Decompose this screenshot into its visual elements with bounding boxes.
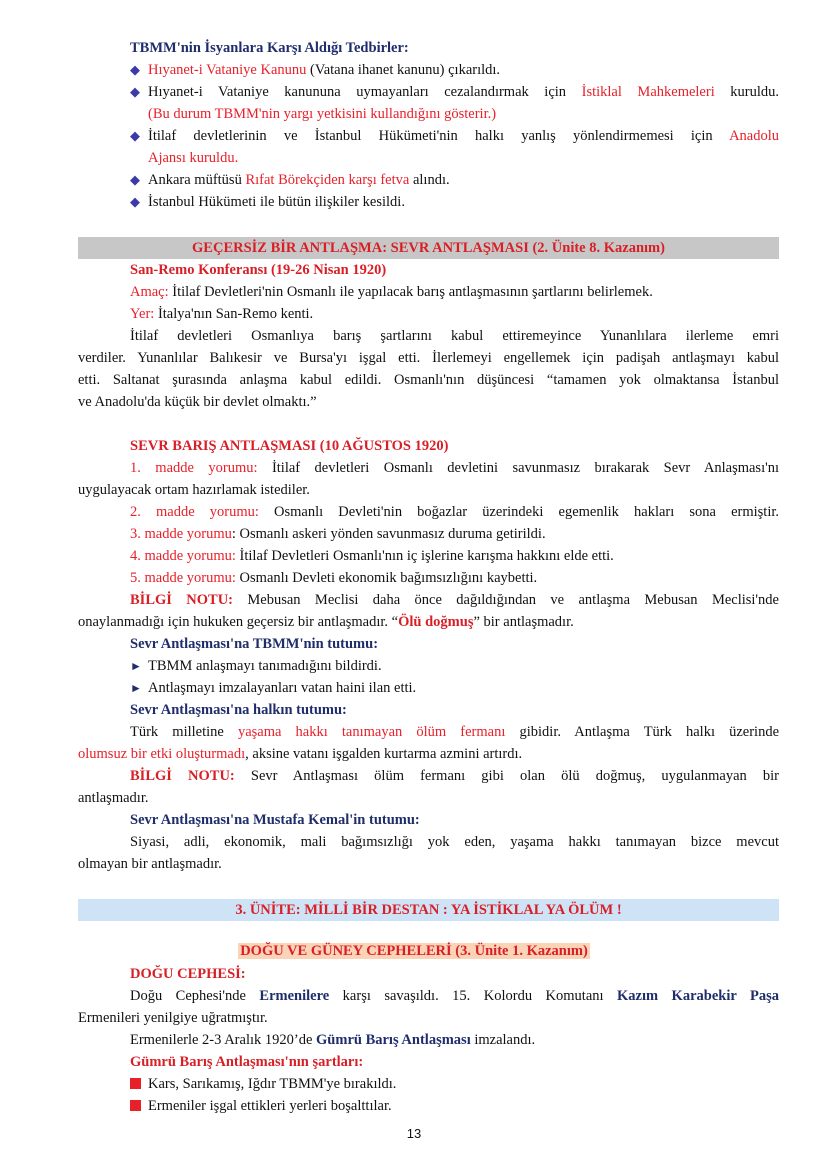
madde-1-cont: uygulayacak ortam hazırlamak istediler. bbox=[78, 482, 310, 498]
halk-tutumu-cont: olumsuz bir etki oluşturmadı, aksine vatanı işgalden kurtarma azmini artırdı. bbox=[78, 746, 523, 762]
madde-4: 4. madde yorumu: İtilaf Devletleri Osmanlı'nın iç işlerine karışma hakkını elde etti. bbox=[130, 548, 614, 564]
diamond-bullet-icon: ◆ bbox=[130, 172, 140, 187]
section-band-dogu-guney: DOĞU VE GÜNEY CEPHELERİ (3. Ünite 1. Kazanım) bbox=[240, 943, 588, 959]
bullet-note: (Bu durum TBMM'nin yargı yetkisini kullandığını gösterir.) bbox=[148, 106, 497, 122]
bilgi-notu-1: BİLGİ NOTU: Mebusan Meclisi daha önce dağıldığından ve antlaşma Mebusan Meclisi'nde bbox=[130, 592, 779, 608]
triangle-bullet-icon: ► bbox=[130, 659, 142, 673]
mk-tutumu-text: Siyasi, adli, ekonomik, mali bağımsızlığı yok eden, yaşama hakkı tanımayan bizce mevcut bbox=[130, 834, 779, 850]
tbmm-tutumu-title: Sevr Antlaşması'na TBMM'nin tutumu: bbox=[130, 636, 379, 652]
paragraph-line: verdiler. Yunanlılar Balıkesir ve Bursa'yı işgal etti. İlerlemeyi engellemek için padişah antlaşmayı kabul bbox=[78, 350, 779, 366]
bullet-item: ◆ Hıyanet-i Vataniye Kanunu (Vatana ihanet kanunu) çıkarıldı. bbox=[130, 62, 501, 78]
halk-tutumu-title: Sevr Antlaşması'na halkın tutumu: bbox=[130, 702, 347, 718]
mk-tutumu-title: Sevr Antlaşması'na Mustafa Kemal'in tutumu: bbox=[130, 812, 420, 828]
section-band-sevr: GEÇERSİZ BİR ANTLAŞMA: SEVR ANTLAŞMASI (2. Ünite 8. Kazanım) bbox=[78, 237, 779, 259]
diamond-bullet-icon: ◆ bbox=[130, 194, 140, 209]
bullet-item: ◆ İtilaf devletlerinin ve İstanbul Hükümeti'nin halkı yanlış yönlendirmemesi için Anadolu bbox=[130, 128, 779, 144]
madde-3: 3. madde yorumu: Osmanlı askeri yönden savunmasız duruma getirildi. bbox=[130, 526, 546, 542]
mk-tutumu-cont: olmayan bir antlaşmadır. bbox=[78, 856, 222, 872]
halk-tutumu-text: Türk milletine yaşama hakkı tanımayan ölüm fermanı gibidir. Antlaşma Türk halkı üzerinde bbox=[130, 724, 780, 740]
bullet-item: ◆ Ankara müftüsü Rıfat Börekçiden karşı fetva alındı. bbox=[130, 172, 450, 188]
diamond-bullet-icon: ◆ bbox=[130, 84, 140, 99]
sanremo-yer: Yer: İtalya'nın San-Remo kenti. bbox=[130, 306, 314, 322]
tbmm-tutumu-item: ► TBMM anlaşmayı tanımadığını bildirdi. bbox=[130, 658, 382, 674]
gumru-item: Kars, Sarıkamış, Iğdır TBMM'ye bırakıldı. bbox=[130, 1074, 396, 1094]
paragraph-line: etti. Saltanat şurasında anlaşma kabul edildi. Osmanlı'nın düşüncesi “tamamen yok olmaktansa İstanbul bbox=[78, 372, 779, 388]
bullet-continuation: Ajansı kuruldu. bbox=[148, 150, 239, 166]
paragraph-line: İtilaf devletleri Osmanlıya barış şartlarını kabul ettiremeyince Yunanlılara ilerleme emri bbox=[130, 328, 779, 344]
square-bullet-icon bbox=[130, 1078, 141, 1089]
section-title-tedbirler: TBMM'nin İsyanlara Karşı Aldığı Tedbirler: bbox=[130, 40, 409, 56]
square-bullet-icon bbox=[130, 1100, 141, 1111]
gumru-sartlari-title: Gümrü Barış Antlaşması'nın şartları: bbox=[130, 1054, 364, 1070]
sanremo-amac: Amaç: İtilaf Devletleri'nin Osmanlı ile yapılacak barış antlaşmasının şartlarını belirlemek. bbox=[130, 284, 653, 300]
sanremo-title: San-Remo Konferansı (19-26 Nisan 1920) bbox=[130, 262, 387, 278]
dogu-paragraph-cont: Ermenileri yenilgiye uğratmıştır. bbox=[78, 1010, 268, 1026]
diamond-bullet-icon: ◆ bbox=[130, 128, 140, 143]
sevr-title: SEVR BARIŞ ANTLAŞMASI (10 AĞUSTOS 1920) bbox=[130, 438, 449, 454]
bullet-item: ◆ İstanbul Hükümeti ile bütün ilişkiler kesildi. bbox=[130, 194, 405, 210]
bilgi-notu-1-cont: onaylanmadığı için hukuken geçersiz bir antlaşmadır. “Ölü doğmuş” bir antlaşmadır. bbox=[78, 614, 574, 630]
bilgi-notu-2-cont: antlaşmadır. bbox=[78, 790, 149, 806]
dogu-paragraph: Doğu Cephesi'nde Ermenilere karşı savaşıldı. 15. Kolordu Komutanı Kazım Karabekir Paşa bbox=[130, 988, 779, 1004]
madde-5: 5. madde yorumu: Osmanlı Devleti ekonomik bağımsızlığını kaybetti. bbox=[130, 570, 538, 586]
bullet-item: ◆ Hıyanet-i Vataniye kanununa uymayanları cezalandırmak için İstiklal Mahkemeleri kuruldu. bbox=[130, 84, 780, 100]
bilgi-notu-2: BİLGİ NOTU: Sevr Antlaşması ölüm fermanı gibi olan ölü doğmuş, uygulanmayan bir bbox=[130, 768, 779, 784]
tbmm-tutumu-item: ► Antlaşmayı imzalayanları vatan haini ilan etti. bbox=[130, 680, 417, 696]
madde-1: 1. madde yorumu: İtilaf devletleri Osmanlı devletini savunmasız bırakarak Sevr Anlaşması'nı bbox=[130, 460, 779, 476]
madde-2: 2. madde yorumu: Osmanlı Devleti'nin boğazlar üzerindeki egemenlik hakları sona ermiştir. bbox=[130, 504, 779, 520]
gumru-line: Ermenilerle 2-3 Aralık 1920’de Gümrü Barış Antlaşması imzalandı. bbox=[130, 1032, 536, 1048]
paragraph-line: ve Anadolu'da küçük bir devlet olmaktı.” bbox=[78, 394, 317, 410]
diamond-bullet-icon: ◆ bbox=[130, 62, 140, 77]
page-number: 13 bbox=[406, 1126, 422, 1141]
triangle-bullet-icon: ► bbox=[130, 681, 142, 695]
dogu-cephesi-title: DOĞU CEPHESİ: bbox=[130, 966, 246, 982]
gumru-item: Ermeniler işgal ettikleri yerleri boşalttılar. bbox=[130, 1096, 392, 1116]
section-band-unite3: 3. ÜNİTE: MİLLİ BİR DESTAN : YA İSTİKLAL YA ÖLÜM ! bbox=[78, 899, 779, 921]
